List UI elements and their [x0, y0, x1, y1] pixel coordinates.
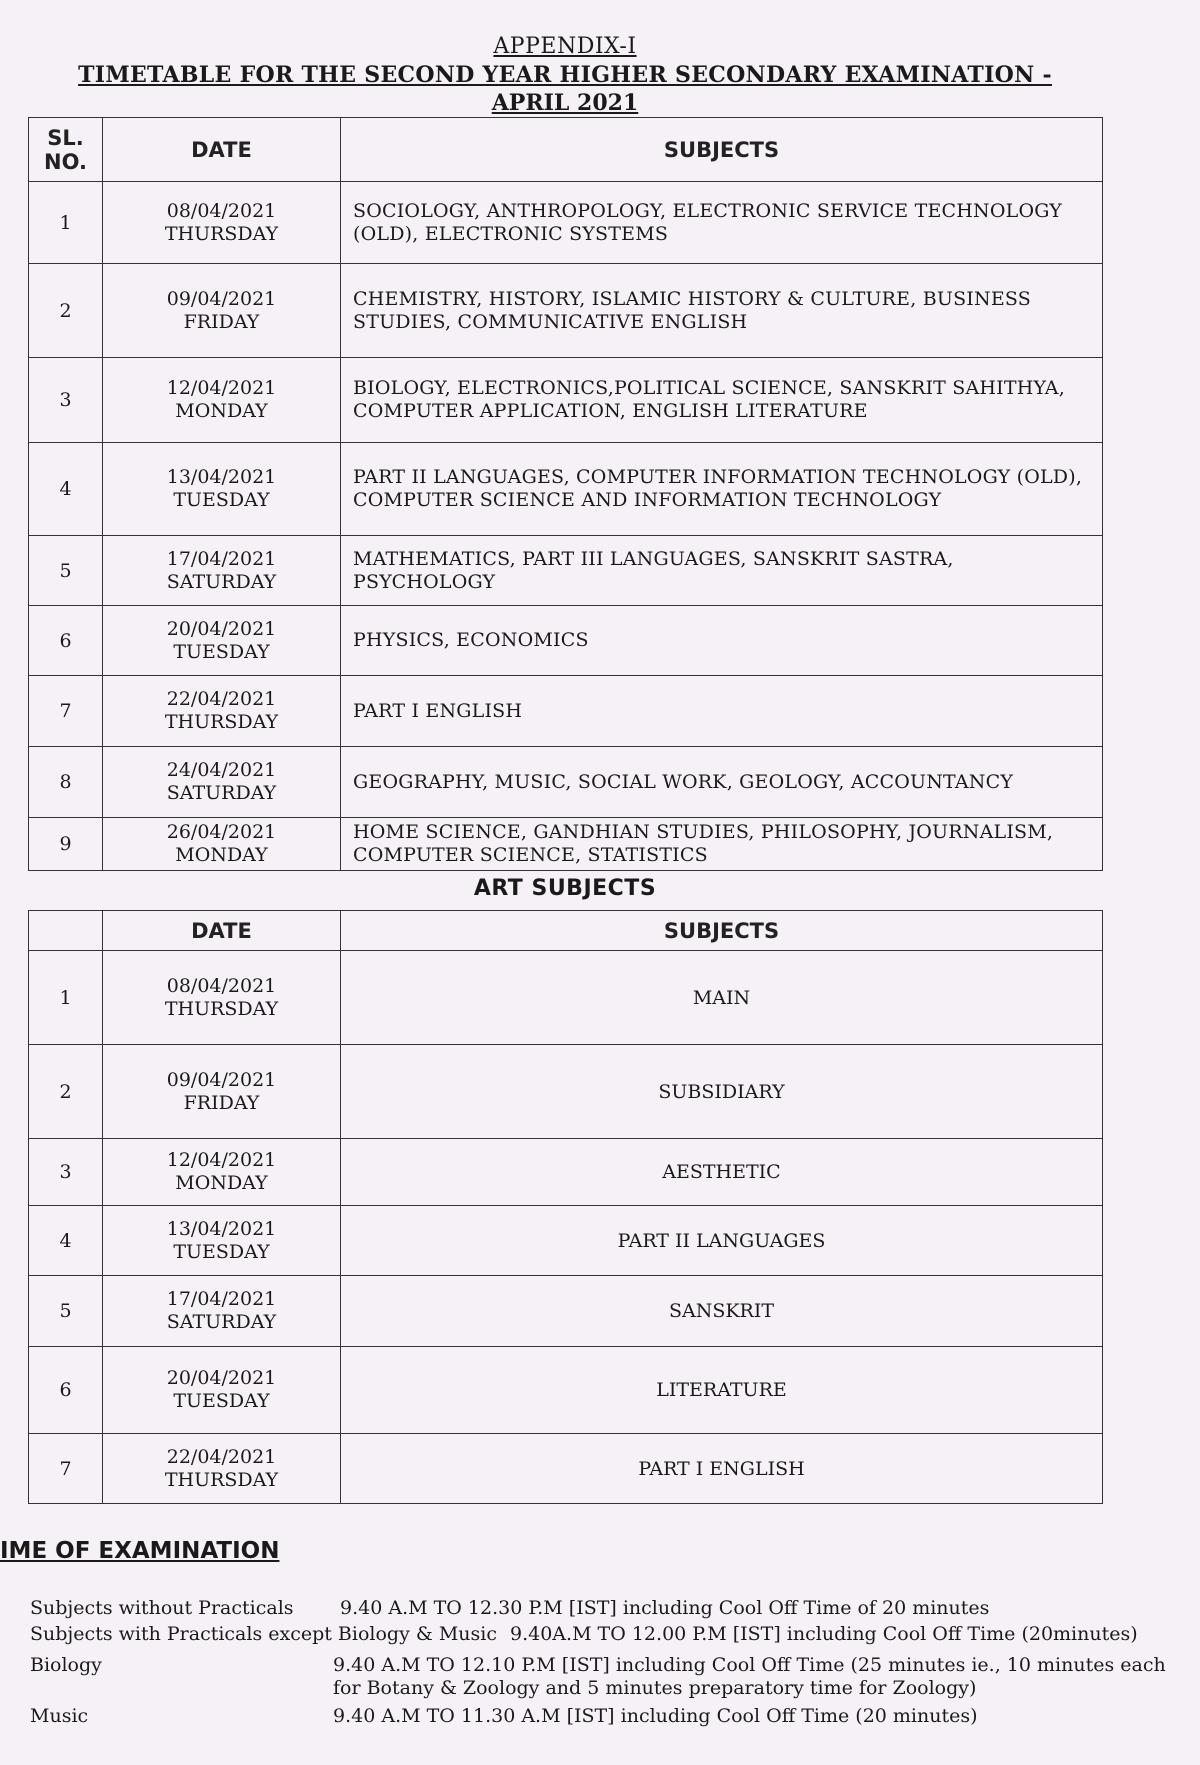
sl-no-cell: 9: [29, 818, 103, 871]
date-cell: [103, 951, 341, 1045]
date-cell: [103, 264, 341, 358]
table-row: [29, 1276, 1103, 1347]
table-row: [29, 358, 1103, 443]
subjects-line: (OLD), ELECTRONIC SYSTEMS: [353, 222, 669, 245]
date-cell: [103, 443, 341, 536]
appendix-label: APPENDIX-I: [493, 34, 637, 59]
exam-day: SATURDAY: [166, 570, 277, 593]
sl-no-cell: 3: [29, 1139, 103, 1206]
table-row: [29, 951, 1103, 1045]
sl-no-cell: 5: [29, 536, 103, 606]
sl-no-cell: 6: [29, 606, 103, 676]
subjects-line: MATHEMATICS, PART III LANGUAGES, SANSKRIT SASTRA, PSYCHOLOGY: [353, 547, 954, 593]
exam-day: TUESDAY: [173, 1390, 270, 1412]
sl-no-cell: 1: [29, 182, 103, 264]
exam-day: MONDAY: [175, 400, 268, 422]
exam-day: MONDAY: [175, 844, 268, 866]
exam-day: FRIDAY: [183, 310, 260, 333]
subjects-line: COMPUTER SCIENCE, STATISTICS: [353, 844, 708, 866]
exam-day: TUESDAY: [173, 489, 270, 511]
table-header-row: [29, 118, 1103, 182]
date-cell: [103, 1045, 341, 1139]
subjects-cell: MAIN: [341, 951, 1103, 1045]
subjects-line: PART I ENGLISH: [353, 699, 523, 722]
art-timetable: [28, 910, 1103, 1504]
subjects-line: BIOLOGY, ELECTRONICS,POLITICAL SCIENCE, SANSKRIT SAHITHYA,: [353, 377, 1065, 399]
exam-day: MONDAY: [175, 1172, 268, 1194]
table-row: [29, 264, 1103, 358]
date-cell: [103, 747, 341, 818]
sl-no-cell: 2: [29, 264, 103, 358]
sl-no-cell: 4: [29, 443, 103, 536]
sl-no-cell: 5: [29, 1276, 103, 1347]
exam-day: TUESDAY: [173, 1240, 270, 1263]
subjects-cell: SANSKRIT: [341, 1276, 1103, 1347]
time-label: Music: [30, 1705, 89, 1727]
exam-day: SATURDAY: [166, 782, 277, 804]
subjects-line: COMPUTER APPLICATION, ENGLISH LITERATURE: [353, 400, 868, 422]
subjects-cell: [341, 443, 1103, 536]
date-header: DATE: [103, 911, 341, 951]
exam-date: 22/04/2021: [166, 1445, 277, 1468]
date-cell: [103, 1276, 341, 1347]
exam-day: TUESDAY: [173, 640, 270, 663]
date-cell: [103, 818, 341, 871]
date-cell: [103, 1139, 341, 1206]
exam-date: 17/04/2021: [166, 547, 277, 570]
subjects-cell: SUBSIDIARY: [341, 1045, 1103, 1139]
document-subtitle: APRIL 2021: [491, 90, 639, 116]
time-value-continued: for Botany & Zoology and 5 minutes preparatory time for Zoology): [333, 1677, 977, 1699]
exam-day: THURSDAY: [164, 997, 279, 1020]
subjects-cell: [341, 358, 1103, 443]
sl-no-header: SL. NO.: [29, 118, 103, 182]
sl-no-cell: 6: [29, 1347, 103, 1434]
table-row: [29, 747, 1103, 818]
table-row: [29, 1045, 1103, 1139]
exam-date: 17/04/2021: [166, 1288, 277, 1310]
subjects-header: SUBJECTS: [341, 911, 1103, 951]
date-cell: [103, 536, 341, 606]
time-value: 9.40 A.M TO 12.10 P.M [IST] including Cool Off Time (25 minutes ie., 10 minutes each: [333, 1654, 1166, 1676]
date-header: DATE: [103, 118, 341, 182]
exam-date: 12/04/2021: [166, 1149, 277, 1171]
exam-date: 22/04/2021: [166, 688, 277, 710]
date-cell: [103, 676, 341, 747]
subjects-line: GEOGRAPHY, MUSIC, SOCIAL WORK, GEOLOGY, ACCOUNTANCY: [353, 770, 1014, 793]
time-value: 9.40A.M TO 12.00 P.M [IST] including Cool Off Time (20minutes): [510, 1623, 1138, 1645]
sl-no-cell: 7: [29, 676, 103, 747]
date-cell: [103, 358, 341, 443]
sl-no-cell: 7: [29, 1434, 103, 1504]
exam-date: 24/04/2021: [166, 759, 277, 781]
art-subjects-title: ART SUBJECTS: [473, 876, 657, 901]
subjects-cell: PART II LANGUAGES: [341, 1206, 1103, 1276]
subjects-line: SOCIOLOGY, ANTHROPOLOGY, ELECTRONIC SERVICE TECHNOLOGY: [353, 199, 1063, 222]
subjects-line: STUDIES, COMMUNICATIVE ENGLISH: [353, 310, 748, 333]
subjects-cell: [341, 182, 1103, 264]
table-row: [29, 1139, 1103, 1206]
table-header-row: [29, 911, 1103, 951]
subjects-cell: [341, 676, 1103, 747]
table-row: [29, 536, 1103, 606]
subjects-line: PHYSICS, ECONOMICS: [353, 629, 589, 651]
subjects-cell: [341, 264, 1103, 358]
table-row: [29, 676, 1103, 747]
exam-date: 08/04/2021: [166, 199, 277, 222]
main-timetable: [28, 117, 1103, 871]
table-row: [29, 1434, 1103, 1504]
date-cell: [103, 1206, 341, 1276]
sl-no-cell: 2: [29, 1045, 103, 1139]
date-cell: [103, 1347, 341, 1434]
sl-no-cell: 8: [29, 747, 103, 818]
time-label: Biology: [30, 1654, 102, 1676]
exam-date: 26/04/2021: [166, 821, 277, 843]
subjects-cell: [341, 536, 1103, 606]
document-title: TIMETABLE FOR THE SECOND YEAR HIGHER SECONDARY EXAMINATION -: [78, 62, 1052, 88]
subjects-cell: [341, 606, 1103, 676]
subjects-cell: LITERATURE: [341, 1347, 1103, 1434]
exam-day: THURSDAY: [164, 1468, 279, 1491]
table-row: [29, 606, 1103, 676]
sl-no-header: [29, 911, 103, 951]
subjects-line: CHEMISTRY, HISTORY, ISLAMIC HISTORY & CULTURE, BUSINESS: [353, 287, 1031, 310]
exam-day: THURSDAY: [164, 222, 279, 245]
subjects-line: PART II LANGUAGES, COMPUTER INFORMATION TECHNOLOGY (OLD),: [353, 466, 1083, 488]
exam-date: 09/04/2021: [166, 287, 277, 310]
time-label: Subjects without Practicals: [30, 1597, 294, 1619]
sl-no-cell: 1: [29, 951, 103, 1045]
subjects-cell: PART I ENGLISH: [341, 1434, 1103, 1504]
time-of-examination-title: IME OF EXAMINATION: [0, 1538, 280, 1564]
exam-date: 08/04/2021: [166, 974, 277, 997]
exam-date: 13/04/2021: [166, 1217, 277, 1240]
subjects-line: HOME SCIENCE, GANDHIAN STUDIES, PHILOSOPHY, JOURNALISM,: [353, 821, 1054, 843]
exam-date: 09/04/2021: [166, 1068, 277, 1091]
sl-no-cell: 4: [29, 1206, 103, 1276]
time-value: 9.40 A.M TO 12.30 P.M [IST] including Cool Off Time of 20 minutes: [340, 1597, 990, 1619]
exam-day: SATURDAY: [166, 1311, 277, 1333]
table-row: [29, 443, 1103, 536]
time-label: Subjects with Practicals except Biology & Music: [30, 1623, 497, 1645]
date-cell: [103, 606, 341, 676]
subjects-cell: [341, 747, 1103, 818]
table-row: [29, 818, 1103, 871]
exam-date: 20/04/2021: [166, 1367, 277, 1389]
sl-no-cell: 3: [29, 358, 103, 443]
table-row: [29, 1347, 1103, 1434]
date-cell: [103, 182, 341, 264]
exam-date: 20/04/2021: [166, 617, 277, 640]
subjects-cell: [341, 818, 1103, 871]
subjects-line: COMPUTER SCIENCE AND INFORMATION TECHNOLOGY: [353, 489, 942, 511]
subjects-cell: AESTHETIC: [341, 1139, 1103, 1206]
exam-date: 12/04/2021: [166, 377, 277, 399]
exam-day: FRIDAY: [183, 1091, 260, 1114]
date-cell: [103, 1434, 341, 1504]
table-row: [29, 1206, 1103, 1276]
exam-date: 13/04/2021: [166, 466, 277, 488]
time-value: 9.40 A.M TO 11.30 A.M [IST] including Cool Off Time (20 minutes): [333, 1705, 978, 1727]
subjects-header: SUBJECTS: [341, 118, 1103, 182]
exam-day: THURSDAY: [164, 711, 279, 733]
table-row: [29, 182, 1103, 264]
